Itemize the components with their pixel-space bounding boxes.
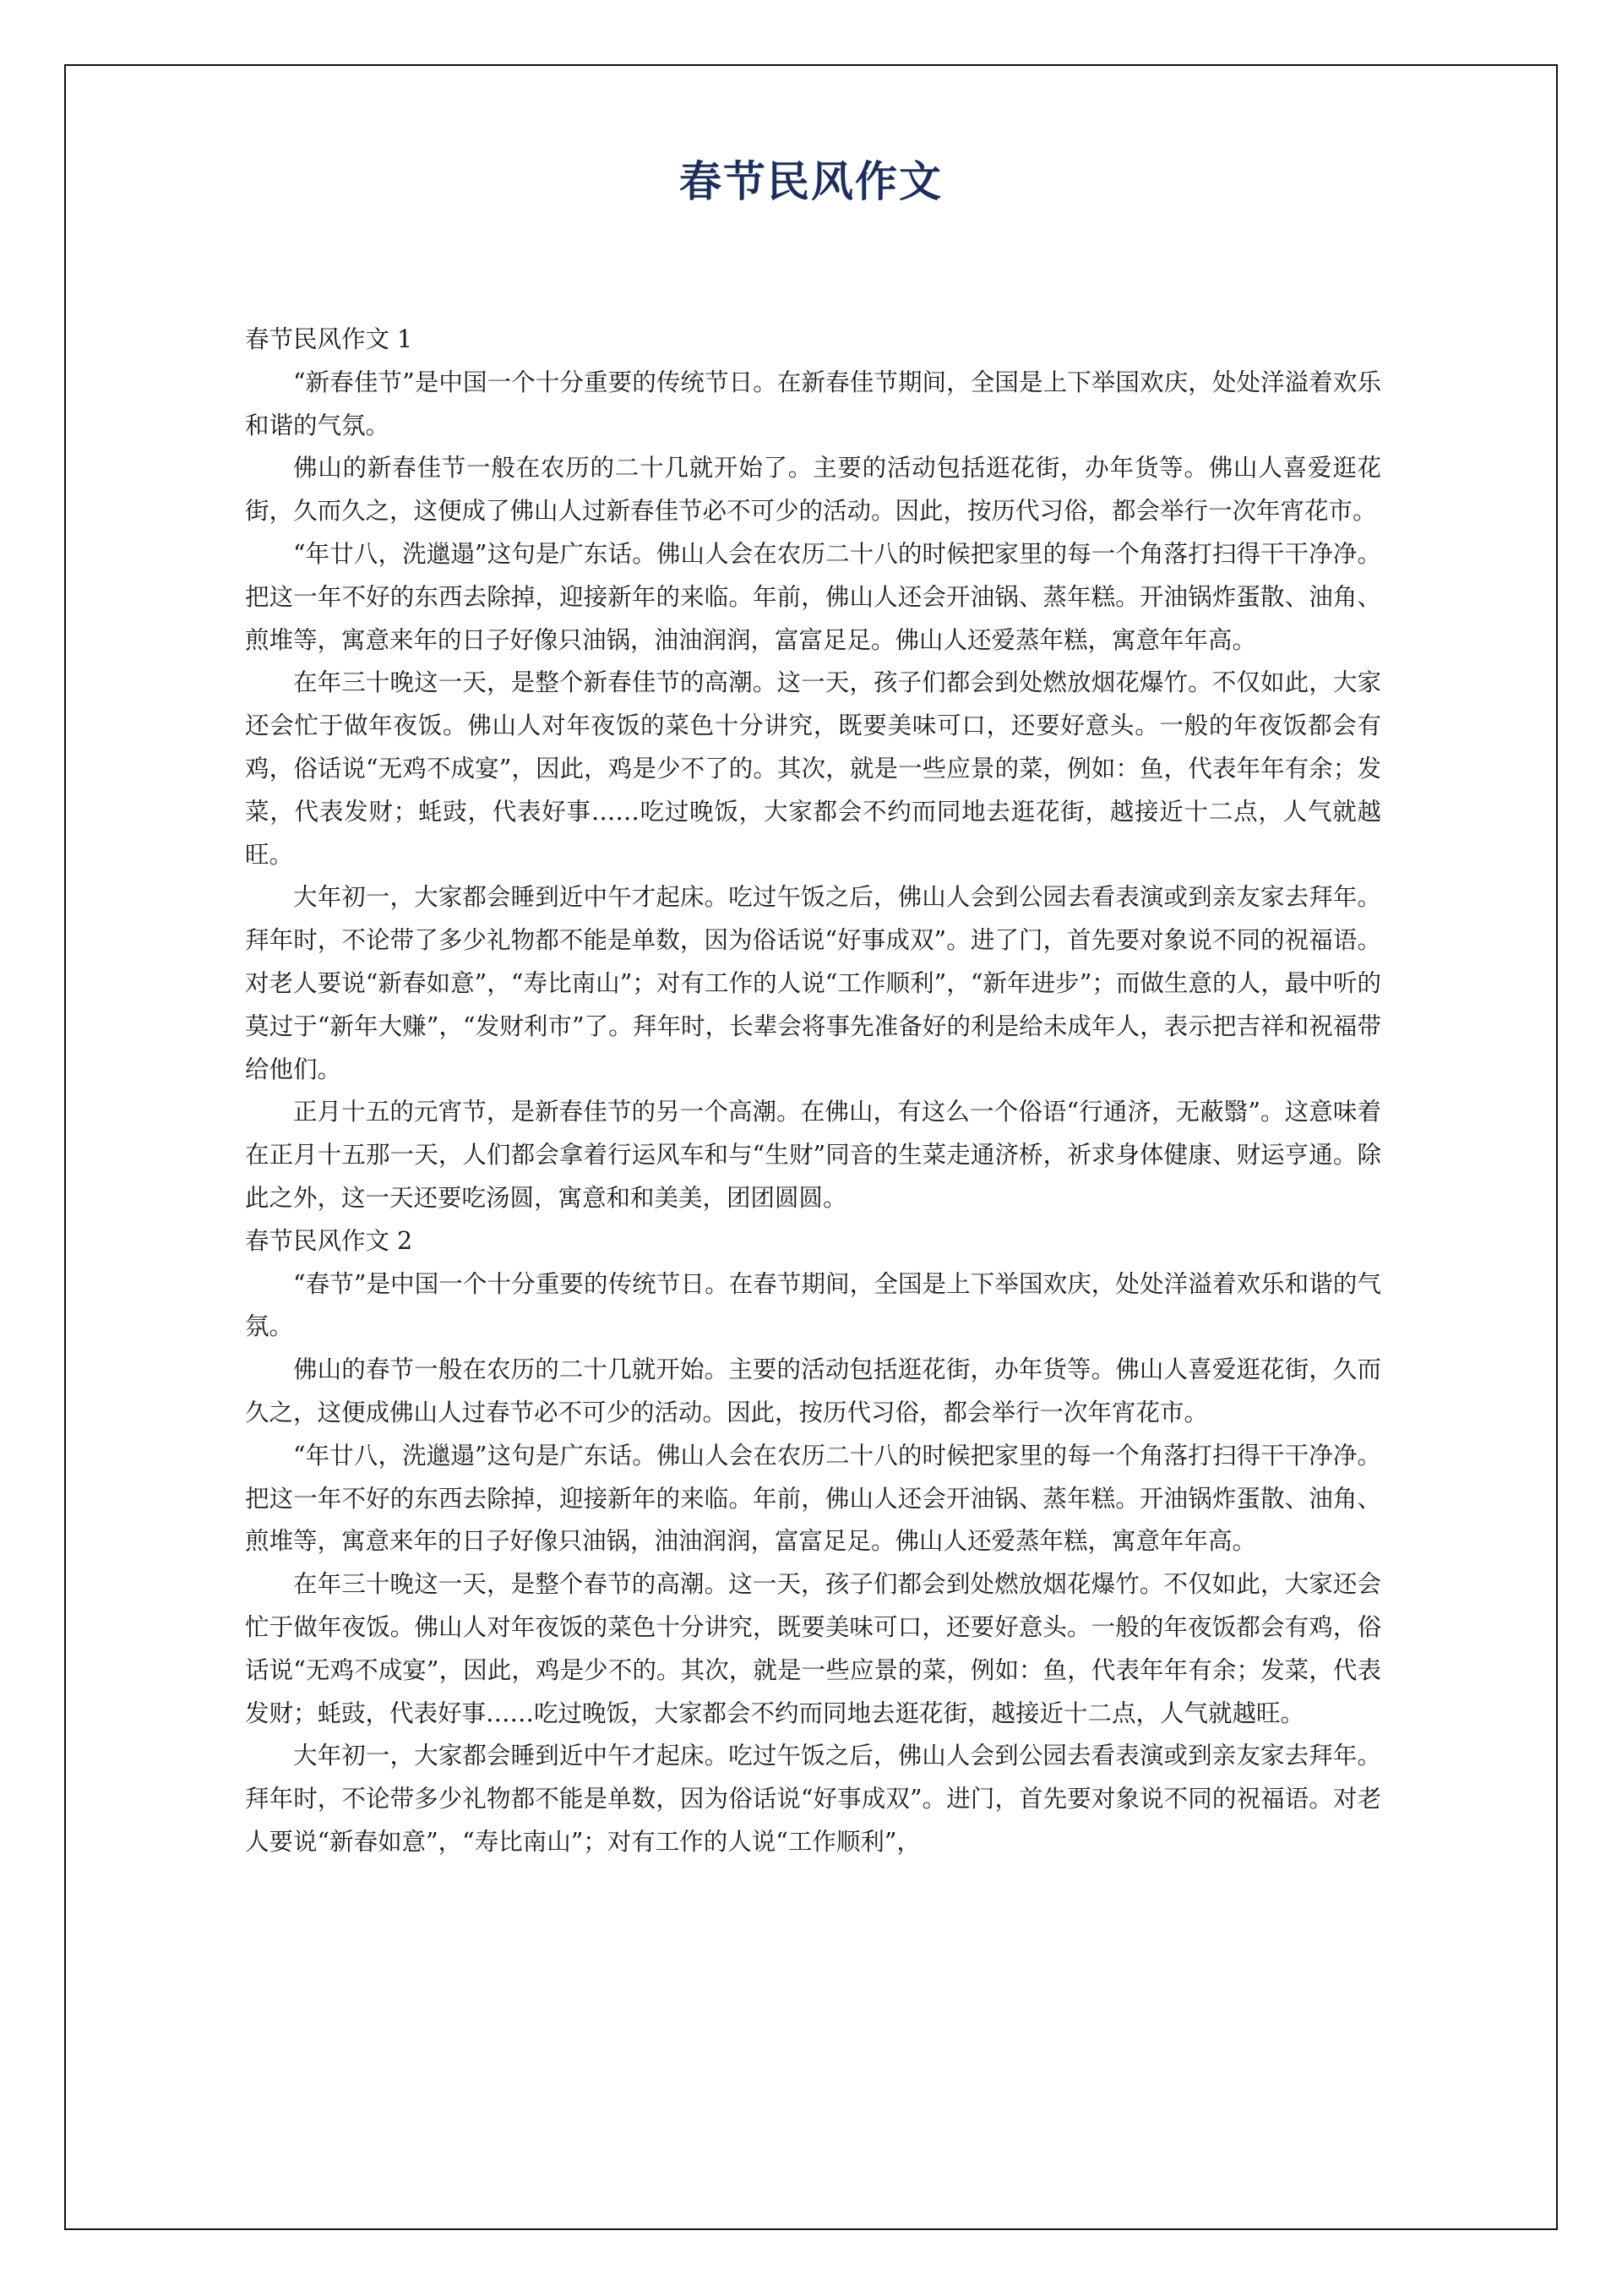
section-heading: 春节民风作文 2 [245, 1226, 413, 1255]
paragraph: 佛山的春节一般在农历的二十几就开始。主要的活动包括逛花街，办年货等。佛山人喜爱逛花街，久而久之，这便成佛山人过春节必不可少的活动。因此，按历代习俗，都会举行一次年宵花市。 [245, 1355, 1381, 1426]
document-body [245, 319, 1381, 1864]
paragraph: “年廿八，洗邋遢”这句是广东话。佛山人会在农历二十八的时候把家里的每一个角落打扫得干干净净。把这一年不好的东西去除掉，迎接新年的来临。年前，佛山人还会开油锅、蒸年糕。开油锅炸蛋散、油角、煎堆等，寓意来年的日子好像只油锅，油油润润，富富足足。佛山人还爱蒸年糕，寓意年年高。 [245, 539, 1381, 654]
paragraph: 正月十五的元宵节，是新春佳节的另一个高潮。在佛山，有这么一个俗语“行通济，无蔽翳”。这意味着在正月十五那一天，人们都会拿着行运风车和与“生财”同音的生菜走通济桥，祈求身体健康、财运亨通。除此之外，这一天还要吃汤圆，寓意和和美美，团团圆圆。 [245, 1098, 1381, 1212]
paragraph: 在年三十晚这一天，是整个春节的高潮。这一天，孩子们都会到处燃放烟花爆竹。不仅如此，大家还会忙于做年夜饭。佛山人对年夜饭的菜色十分讲究，既要美味可口，还要好意头。一般的年夜饭都会有鸡，俗话说“无鸡不成宴”，因此，鸡是少不的。其次，就是一些应景的菜，例如：鱼，代表年年有余；发菜，代表发财；蚝豉，代表好事……吃过晚饭，大家都会不约而同地去逛花街，越接近十二点，人气就越旺。 [245, 1570, 1381, 1727]
paragraph: 佛山的新春佳节一般在农历的二十几就开始了。主要的活动包括逛花街，办年货等。佛山人喜爱逛花街，久而久之，这便成了佛山人过新春佳节必不可少的活动。因此，按历代习俗，都会举行一次年宵花市。 [245, 454, 1381, 526]
paragraph: “春节”是中国一个十分重要的传统节日。在春节期间，全国是上下举国欢庆，处处洋溢着欢乐和谐的气氛。 [245, 1269, 1381, 1341]
document-title: 春节民风作文 [679, 156, 943, 206]
paragraph: 大年初一，大家都会睡到近中午才起床。吃过午饭之后，佛山人会到公园去看表演或到亲友家去拜年。拜年时，不论带了多少礼物都不能是单数，因为俗话说“好事成双”。进了门，首先要对象说不同的祝福语。对老人要说“新春如意”，“寿比南山”；对有工作的人说“工作顺利”，“新年进步”；而做生意的人，最中听的莫过于“新年大赚”，“发财利市”了。拜年时，长辈会将事先准备好的利是给未成年人，表示把吉祥和祝福带给他们。 [245, 883, 1381, 1083]
paragraph: 大年初一，大家都会睡到近中午才起床。吃过午饭之后，佛山人会到公园去看表演或到亲友家去拜年。拜年时，不论带多少礼物都不能是单数，因为俗话说“好事成双”。进门，首先要对象说不同的祝福语。对老人要说“新春如意”，“寿比南山”；对有工作的人说“工作顺利”， [245, 1742, 1381, 1856]
paragraph: “新春佳节”是中国一个十分重要的传统节日。在新春佳节期间，全国是上下举国欢庆，处处洋溢着欢乐和谐的气氛。 [245, 368, 1381, 439]
paragraph: “年廿八，洗邋遢”这句是广东话。佛山人会在农历二十八的时候把家里的每一个角落打扫得干干净净。把这一年不好的东西去除掉，迎接新年的来临。年前，佛山人还会开油锅、蒸年糕。开油锅炸蛋散、油角、煎堆等，寓意来年的日子好像只油锅，油油润润，富富足足。佛山人还爱蒸年糕，寓意年年高。 [245, 1441, 1381, 1556]
section-heading: 春节民风作文 1 [245, 325, 413, 353]
paragraph: 在年三十晚这一天，是整个新春佳节的高潮。这一天，孩子们都会到处燃放烟花爆竹。不仅如此，大家还会忙于做年夜饭。佛山人对年夜饭的菜色十分讲究，既要美味可口，还要好意头。一般的年夜饭都会有鸡，俗话说“无鸡不成宴”，因此，鸡是少不了的。其次，就是一些应景的菜，例如：鱼，代表年年有余；发菜，代表发财；蚝豉，代表好事……吃过晚饭，大家都会不约而同地去逛花街，越接近十二点，人气就越旺。 [245, 668, 1381, 869]
